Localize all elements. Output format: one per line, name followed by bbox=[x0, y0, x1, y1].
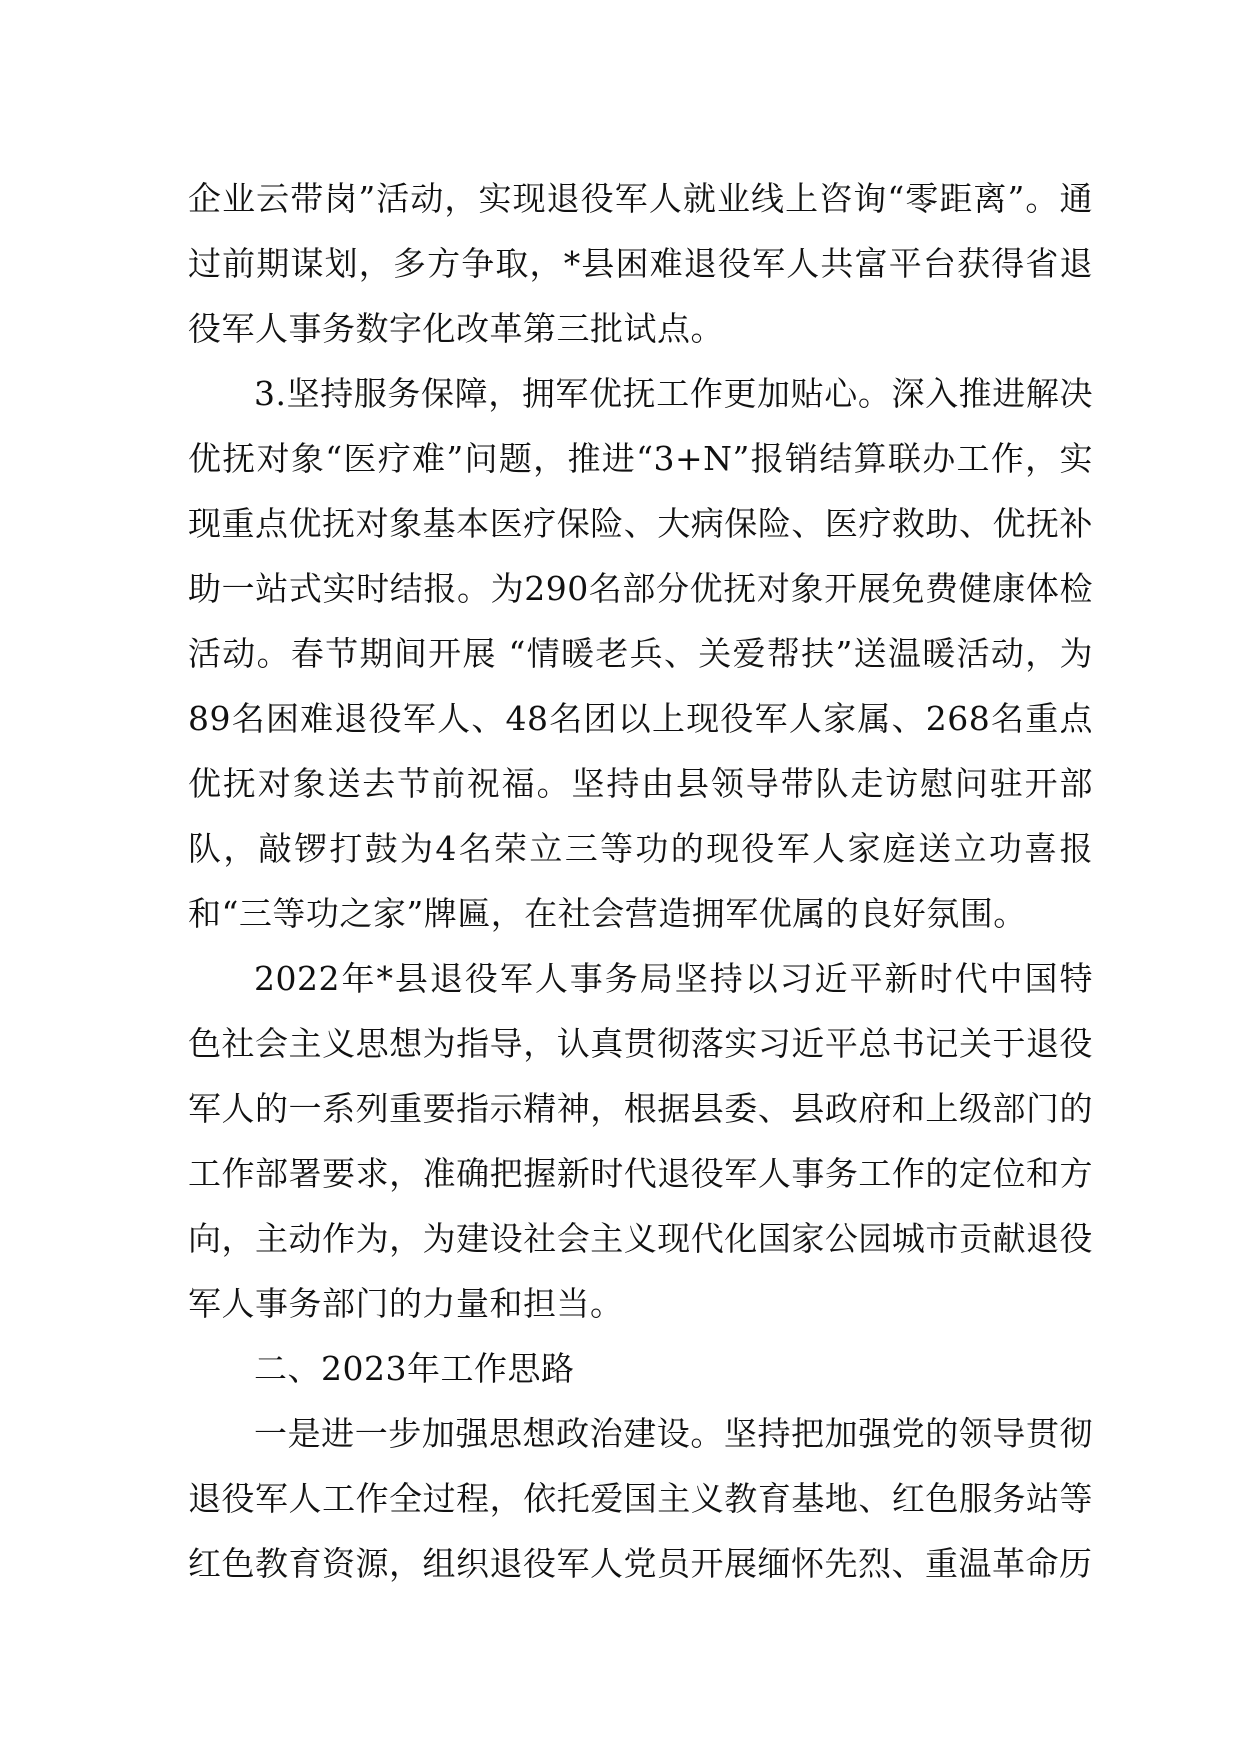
paragraph-continuation: 企业云带岗”活动，实现退役军人就业线上咨询“零距离”。通过前期谋划，多方争取，*县困难退役军人共富平台获得省退役军人事务数字化改革第三批试点。 bbox=[188, 179, 1093, 348]
paragraph-service-guarantee: 3.坚持服务保障，拥军优抚工作更加贴心。深入推进解决优抚对象“医疗难”问题，推进“3+N”报销结算联办工作，实现重点优抚对象基本医疗保险、大病保险、医疗救助、优抚补助一站式实时结报。为290名部分优抚对象开展免费健康体检活动。春节期间开展 “情暖老兵、关爱帮扶”送温暖活动，为89名困难退役军人、48名团以上现役军人家属、268名重点优抚对象送去节前祝福。坚持由县领导带队走访慰问驻开部队，敲锣打鼓为4名荣立三等功的现役军人家庭送立功喜报和“三等功之家”牌匾，在社会营造拥军优属的良好氛围。 bbox=[188, 374, 1093, 933]
paragraph-political-building: 一是进一步加强思想政治建设。坚持把加强党的领导贯彻退役军人工作全过程，依托爱国主义教育基地、红色服务站等红色教育资源，组织退役军人党员开展缅怀先烈、重温革命历 bbox=[188, 1414, 1093, 1583]
paragraph-2022-summary: 2022年*县退役军人事务局坚持以习近平新时代中国特色社会主义思想为指导，认真贯彻落实习近平总书记关于退役军人的一系列重要指示精神，根据县委、县政府和上级部门的工作部署要求，准确把握新时代退役军人事务工作的定位和方向，主动作为，为建设社会主义现代化国家公园城市贡献退役军人事务部门的力量和担当。 bbox=[188, 959, 1093, 1323]
document-body bbox=[188, 166, 1093, 1596]
section-heading-2023-plan: 二、2023年工作思路 bbox=[254, 1349, 575, 1388]
